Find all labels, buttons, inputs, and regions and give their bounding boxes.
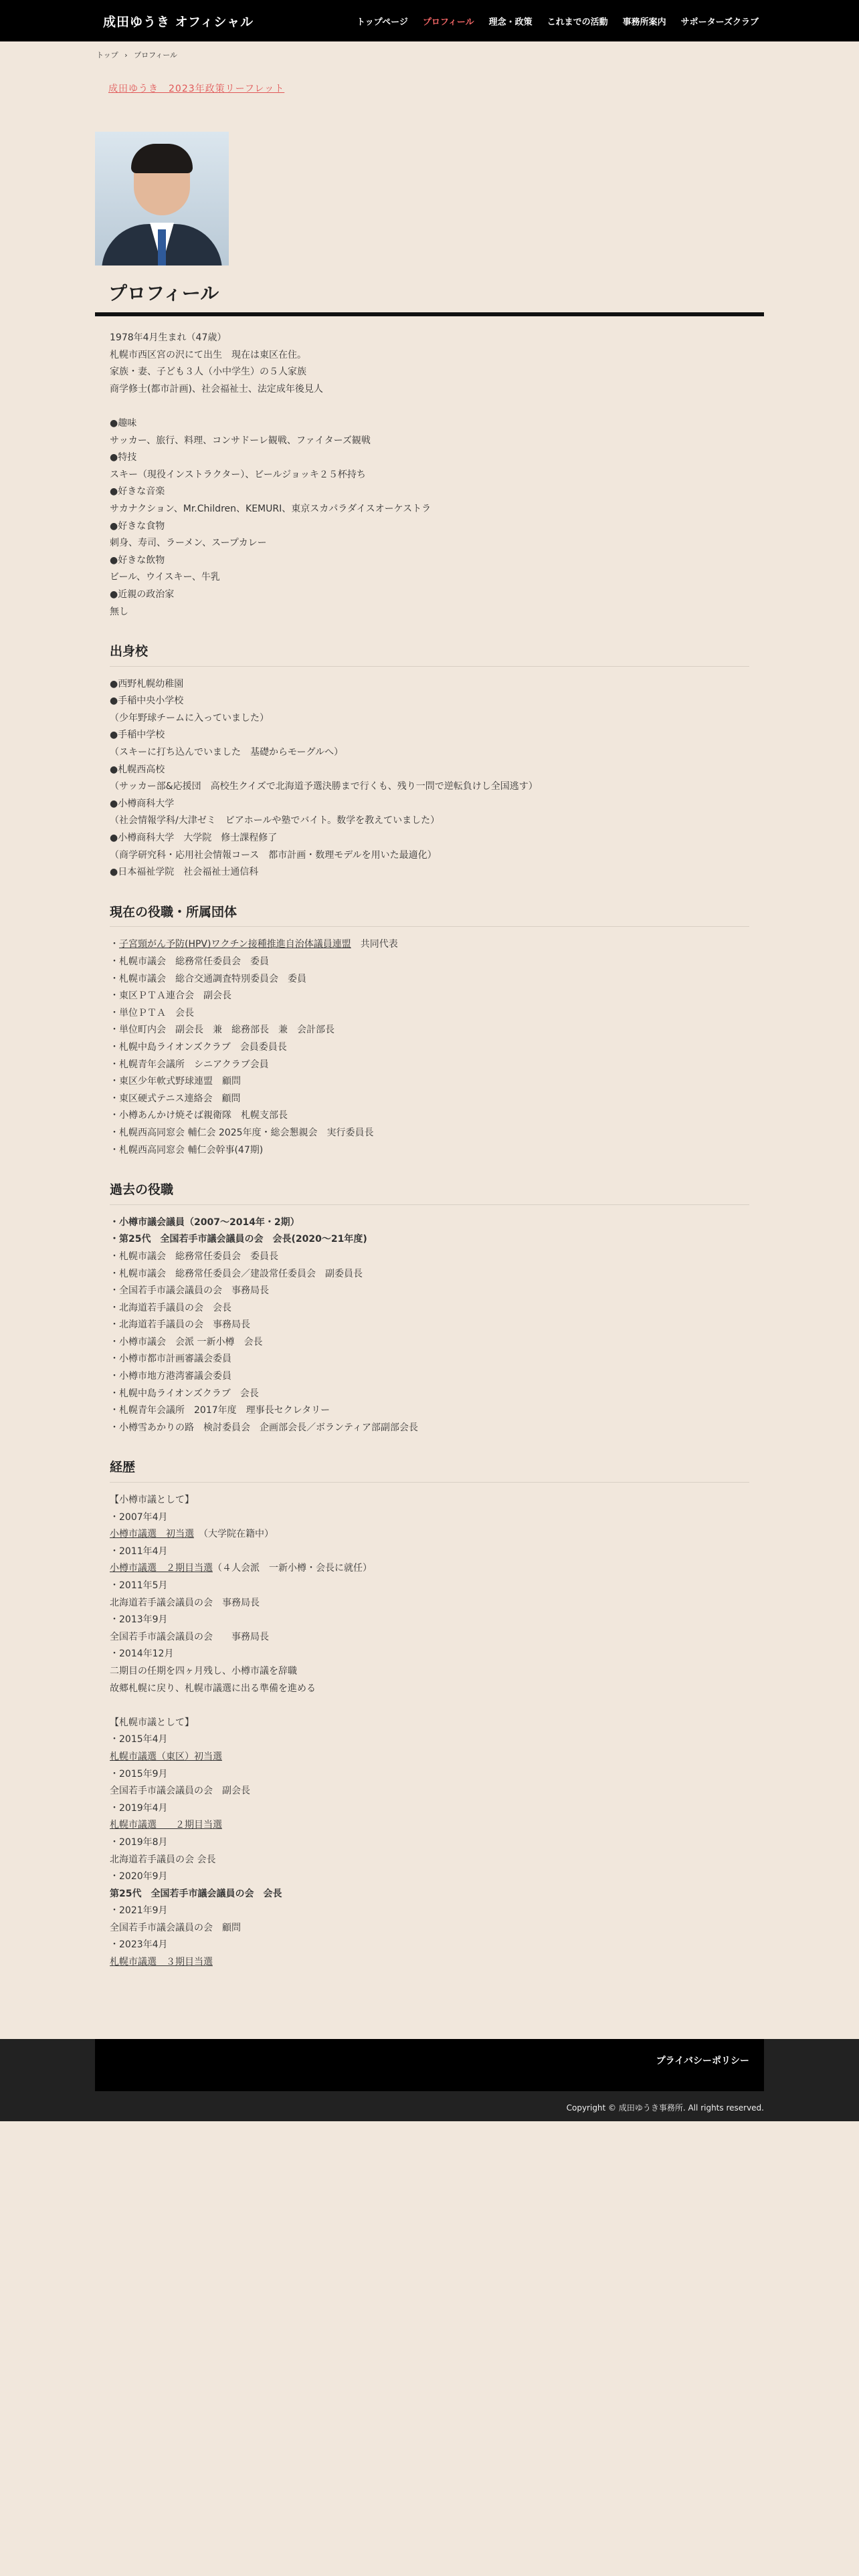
intro-line: 商学修士(都市計画)、社会福祉士、法定成年後見人 [110, 383, 323, 395]
education-line: ●手稲中学校 [110, 730, 165, 741]
copyright: Copyright © 成田ゆうき事務所. All rights reserved. [566, 2103, 764, 2113]
privacy-policy-link[interactable]: プライバシーポリシー [656, 2056, 749, 2066]
drink-text: ビール、ウイスキー、牛乳 [110, 572, 220, 583]
career-entry [110, 1817, 749, 1834]
relatives-label: ●近親の政治家 [110, 588, 175, 600]
education-line: （サッカー部&応援団 高校生クイズで北海道予選決勝まで行くも、残り一問で逆転負けし全国逃す） [110, 781, 538, 792]
breadcrumb [95, 41, 764, 62]
music-label: ●好きな音楽 [110, 486, 165, 498]
drink-label: ●好きな飲物 [110, 554, 165, 566]
career-sapporo-header: 【札幌市議として】 [110, 1717, 194, 1728]
site-title[interactable]: 成田ゆうき オフィシャル [103, 15, 254, 29]
breadcrumb-home[interactable]: トップ [96, 51, 118, 60]
nav-office[interactable]: 事務所案内 [622, 17, 666, 27]
career-entry [110, 1954, 749, 1971]
nav-activities[interactable]: これまでの活動 [547, 17, 608, 27]
career-date: ・2023年4月 [110, 1939, 168, 1951]
site-header [0, 0, 859, 41]
food-label: ●好きな食物 [110, 520, 165, 532]
career-entry: 全国若手市議会議員の会 事務局長 [110, 1631, 269, 1642]
career-entry: 北海道若手議員の会 会長 [110, 1854, 216, 1865]
career-otaru-header: 【小樽市議として】 [110, 1495, 194, 1506]
education-line: （少年野球チームに入っていました） [110, 712, 269, 724]
hobby-text: サッカー、旅行、料理、コンサドーレ観戦、ファイターズ観戦 [110, 435, 371, 446]
current-role-item: ・東区ＰＴＡ連合会 副会長 [110, 990, 231, 1002]
career-entry: 小樽市議選 初当選 （大学院在籍中） [110, 1529, 274, 1540]
past-role-item: ・小樽市議会議員（2007〜2014年・2期） [110, 1216, 300, 1228]
career-date: ・2013年9月 [110, 1614, 168, 1626]
career-date: ・2014年12月 [110, 1648, 174, 1660]
past-role-item: ・小樽市都市計画審議会委員 [110, 1354, 231, 1365]
education-line: ●小樽商科大学 [110, 798, 175, 809]
career-date: ・2019年8月 [110, 1836, 168, 1848]
breadcrumb-separator: › [124, 51, 128, 60]
site-footer [0, 2039, 859, 2121]
hpv-league-link[interactable]: 子宮頸がん予防(HPV)ワクチン接種推進自治体議員連盟 [119, 939, 351, 950]
current-role-item: ・札幌市議会 総務常任委員会 委員 [110, 956, 269, 967]
education-line: ●小樽商科大学 大学院 修士課程修了 [110, 833, 278, 844]
election-link[interactable]: 札幌市議選 ２期目当選 [110, 1820, 222, 1831]
career-date: ・2015年9月 [110, 1768, 168, 1780]
current-role-item: ・東区硬式テニス連絡会 顧問 [110, 1093, 241, 1104]
education-title: 出身校 [110, 643, 749, 667]
intro-line: 札幌市西区宮の沢にて出生 現在は東区在住。 [110, 349, 306, 360]
current-roles-title: 現在の役職・所属団体 [110, 904, 749, 928]
career-entry: 二期目の任期を四ヶ月残し、小樽市議を辞職 [110, 1665, 297, 1677]
education-line: （スキーに打ち込んでいました 基礎からモーグルへ） [110, 747, 344, 758]
breadcrumb-current: プロフィール [134, 51, 177, 60]
past-role-item: ・小樽市地方港湾審議会委員 [110, 1371, 231, 1382]
past-role-item: ・全国若手市議会議員の会 事務局長 [110, 1285, 269, 1297]
hobby-label: ●趣味 [110, 417, 137, 429]
career-entry: 全国若手市議会議員の会 副会長 [110, 1786, 250, 1797]
past-role-item: ・小樽市議会 会派 一新小樽 会長 [110, 1336, 263, 1348]
relatives-text: 無し [110, 606, 128, 617]
current-role-item: ・単位町内会 副会長 兼 総務部長 兼 会計部長 [110, 1025, 335, 1036]
nav-profile[interactable]: プロフィール [422, 17, 474, 27]
past-roles-title: 過去の役職 [110, 1182, 749, 1205]
nav-top[interactable]: トップページ [357, 17, 408, 27]
career-date: ・2011年5月 [110, 1580, 168, 1591]
election-link[interactable]: 札幌市議選（東区）初当選 [110, 1751, 222, 1762]
career-title: 経歴 [110, 1459, 749, 1483]
skill-text: スキー（現役インストラクター）、ビールジョッキ２５杯持ち [110, 469, 366, 480]
education-line: ●西野札幌幼稚園 [110, 678, 184, 689]
current-role-item: ・単位ＰＴＡ 会長 [110, 1007, 194, 1018]
current-role-item: ・子宮頸がん予防(HPV)ワクチン接種推進自治体議員連盟 共同代表 [110, 939, 398, 950]
career-entry: 小樽市議選 ２期目当選（４人会派 一新小樽・会長に就任） [110, 1563, 372, 1574]
past-role-item: ・札幌市議会 総務常任委員会／建設常任委員会 副委員長 [110, 1268, 363, 1279]
education-line: （社会情報学科/大津ゼミ ビアホールや塾でバイト。数学を教えていました） [110, 815, 440, 827]
career-entry: 故郷札幌に戻り、札幌市議選に出る準備を進める [110, 1683, 316, 1694]
main-nav [357, 15, 759, 27]
skill-label: ●特技 [110, 452, 137, 463]
past-role-item: ・第25代 全国若手市議会議員の会 会長(2020〜21年度) [110, 1234, 367, 1245]
past-role-item: ・札幌市議会 総務常任委員会 委員長 [110, 1251, 278, 1262]
career-date: ・2019年4月 [110, 1802, 168, 1814]
education-line: ●日本福祉学院 社会福祉士通信科 [110, 867, 259, 878]
profile-photo [95, 132, 229, 265]
current-role-item: ・小樽あんかけ焼そば親衛隊 札幌支部長 [110, 1110, 288, 1121]
career-entry: 第25代 全国若手市議会議員の会 会長 [110, 1888, 282, 1899]
nav-policy[interactable]: 理念・政策 [488, 17, 533, 27]
career-entry [110, 1749, 749, 1766]
education-line: ●札幌西高校 [110, 764, 165, 775]
career-entry: 北海道若手議会議員の会 事務局長 [110, 1597, 260, 1608]
career-date: ・2011年4月 [110, 1545, 168, 1557]
profile-content [95, 316, 764, 1971]
policy-leaflet-link[interactable]: 成田ゆうき 2023年政策リーフレット [108, 84, 285, 94]
intro-line: 1978年4月生まれ（47歳） [110, 332, 227, 343]
page-title: プロフィール [95, 279, 764, 316]
food-text: 刺身、寿司、ラーメン、スープカレー [110, 538, 267, 549]
education-line: （商学研究科・応用社会情報コース 都市計画・数理モデルを用いた最適化） [110, 849, 437, 861]
past-role-item: ・札幌中島ライオンズクラブ 会長 [110, 1388, 259, 1399]
nav-supporters[interactable]: サポーターズクラブ [680, 17, 759, 27]
election-link[interactable]: 小樽市議選 ２期目当選 [110, 1563, 213, 1574]
current-role-item: ・札幌中島ライオンズクラブ 会員委員長 [110, 1041, 287, 1053]
career-date: ・2021年9月 [110, 1905, 168, 1917]
current-role-item: ・札幌西高同窓会 輔仁会 2025年度・総会懇親会 実行委員長 [110, 1127, 374, 1138]
intro-line: 家族・妻、子ども３人（小中学生）の５人家族 [110, 366, 306, 378]
past-role-item: ・札幌青年会議所 2017年度 理事長セクレタリー [110, 1405, 330, 1416]
career-date: ・2020年9月 [110, 1871, 168, 1883]
current-role-item: ・札幌青年会議所 シニアクラブ会員 [110, 1059, 269, 1070]
current-role-item: ・札幌西高同窓会 輔仁会幹事(47期) [110, 1144, 264, 1156]
education-line: ●手稲中央小学校 [110, 695, 184, 707]
election-link[interactable]: 小樽市議選 初当選 [110, 1529, 194, 1540]
past-role-item: ・北海道若手議員の会 会長 [110, 1302, 231, 1313]
career-date: ・2007年4月 [110, 1511, 168, 1523]
footer-nav [95, 2039, 764, 2091]
music-text: サカナクション、Mr.Children、KEMURI、東京スカパラダイスオーケストラ [110, 503, 432, 514]
career-entry: 全国若手市議会議員の会 顧問 [110, 1922, 241, 1933]
past-role-item: ・北海道若手議員の会 事務局長 [110, 1319, 250, 1331]
career-date: ・2015年4月 [110, 1734, 168, 1745]
election-link[interactable]: 札幌市議選 ３期目当選 [110, 1957, 213, 1968]
past-role-item: ・小樽雪あかりの路 検討委員会 企画部会長／ボランティア部副部会長 [110, 1422, 418, 1433]
current-role-item: ・東区少年軟式野球連盟 顧問 [110, 1076, 241, 1087]
current-role-item: ・札幌市議会 総合交通調査特別委員会 委員 [110, 973, 306, 984]
